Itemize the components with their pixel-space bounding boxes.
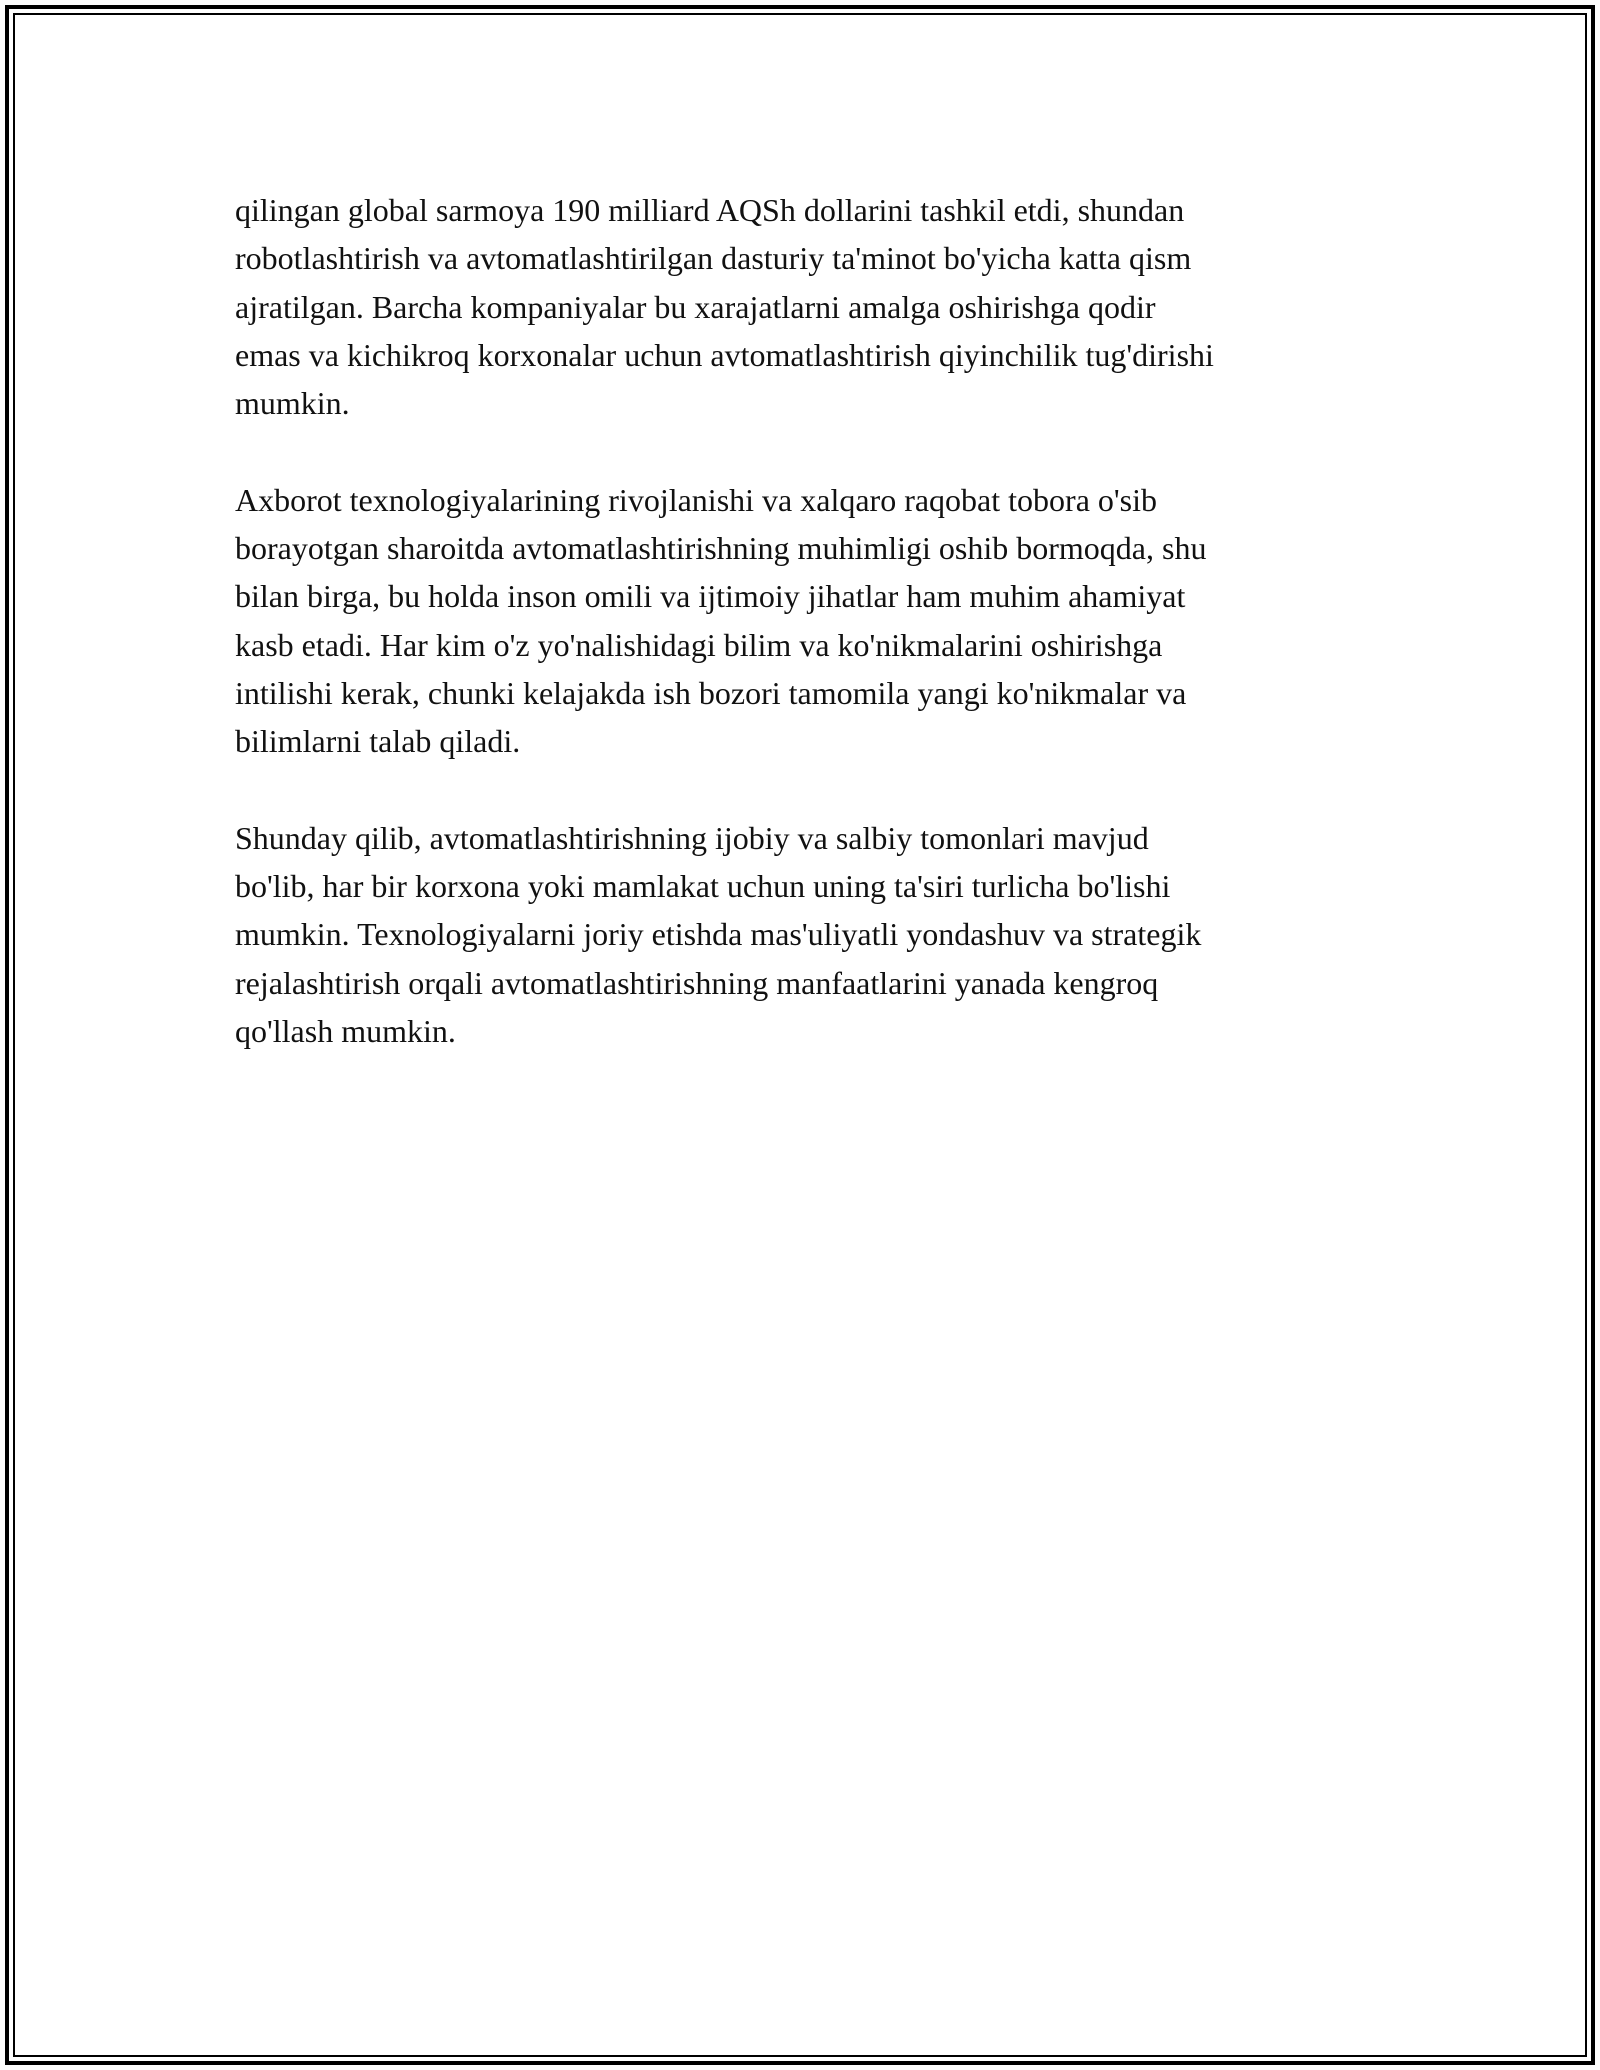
text-line: robotlashtirish va avtomatlashtirilgan dasturiy ta'minot bo'yicha katta qism xyxy=(235,240,1192,277)
text-line: bilan birga, bu holda inson omili va ijtimoiy jihatlar ham muhim ahamiyat xyxy=(235,578,1186,615)
paragraph-1 xyxy=(235,186,1375,427)
text-line: emas va kichikroq korxonalar uchun avtomatlashtirish qiyinchilik tug'dirishi xyxy=(235,336,1214,373)
text-line: intilishi kerak, chunki kelajakda ish bozori tamomila yangi ko'nikmalar va xyxy=(235,674,1187,711)
text-line: qilingan global sarmoya 190 milliard AQSh dollarini tashkil etdi, shundan xyxy=(235,192,1185,228)
text-line: qo'llash mumkin. xyxy=(235,1013,456,1050)
text-line: Axborot texnologiyalarining rivojlanishi va xalqaro raqobat tobora o'sib xyxy=(235,481,1157,518)
text-line: bo'lib, har bir korxona yoki mamlakat uchun uning ta'siri turlicha bo'lishi xyxy=(235,868,1171,905)
text-line: bilimlarni talab qiladi. xyxy=(235,723,521,760)
document-body xyxy=(235,186,1375,1104)
text-line: mumkin. xyxy=(235,385,350,422)
text-line: ajratilgan. Barcha kompaniyalar bu xarajatlarni amalga oshirishga qodir xyxy=(235,288,1156,325)
paragraph-2 xyxy=(235,476,1375,766)
paragraph-3 xyxy=(235,814,1375,1055)
text-line: rejalashtirish orqali avtomatlashtirishning manfaatlarini yanada kengroq xyxy=(235,964,1159,1001)
text-line: Shunday qilib, avtomatlashtirishning ijobiy va salbiy tomonlari mavjud xyxy=(235,819,1149,856)
text-line: borayotgan sharoitda avtomatlashtirishning muhimligi oshib bormoqda, shu xyxy=(235,530,1207,567)
text-line: mumkin. Texnologiyalarni joriy etishda mas'uliyatli yondashuv va strategik xyxy=(235,916,1202,953)
text-line: kasb etadi. Har kim o'z yo'nalishidagi bilim va ko'nikmalarini oshirishga xyxy=(235,626,1163,663)
